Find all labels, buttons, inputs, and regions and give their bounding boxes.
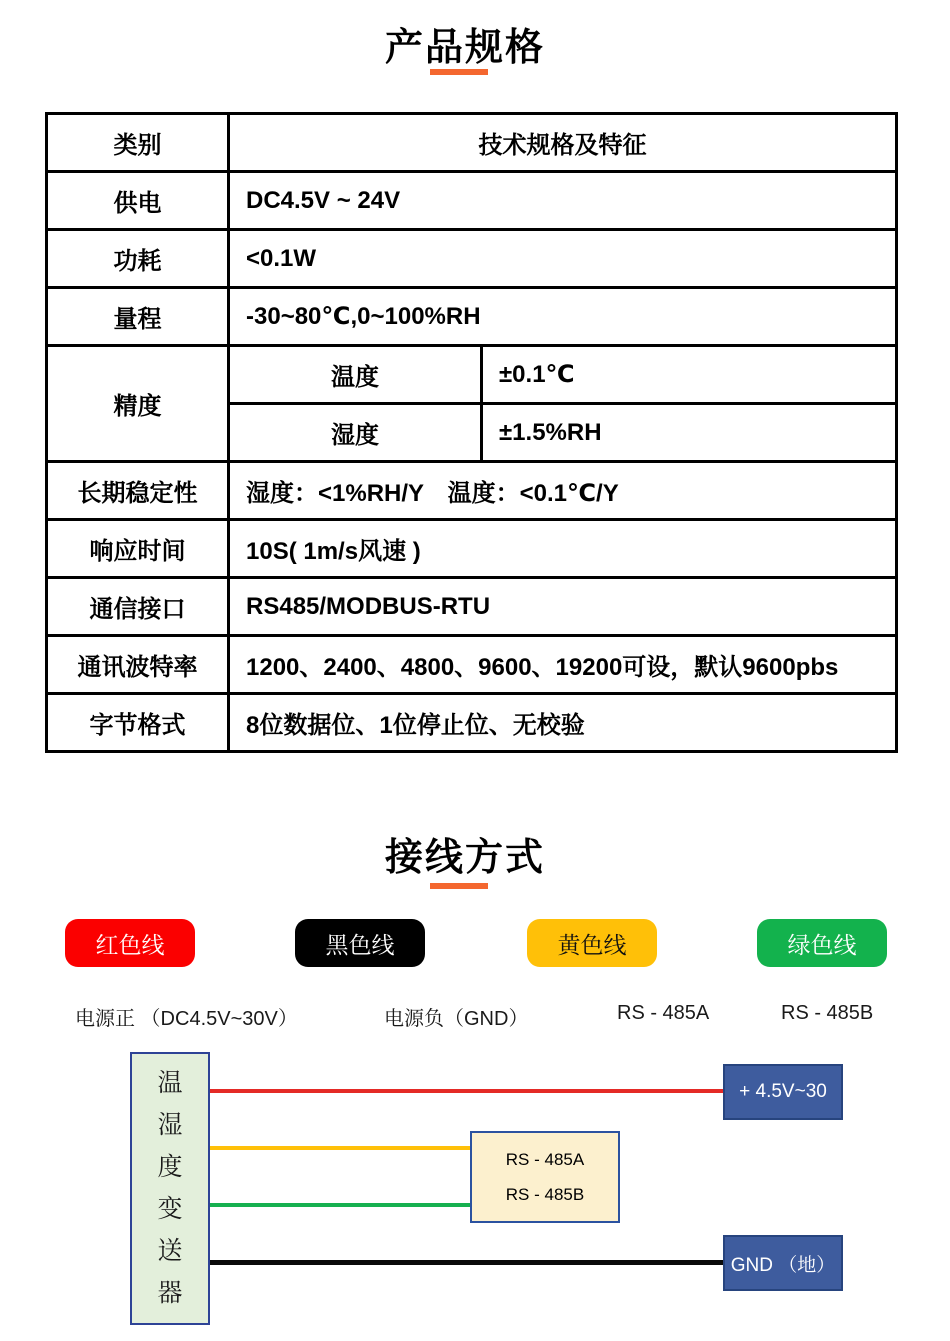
spec-value-temp: ±0.1℃	[482, 346, 897, 404]
table-row-power	[47, 172, 897, 230]
device-char: 湿	[157, 1111, 183, 1139]
wire-desc-power-positive: 电源正 （DC4.5V~30V）	[75, 1008, 298, 1030]
legend-pill-green-wire: 绿色线	[757, 919, 887, 967]
green-rs485b-wire	[210, 1203, 470, 1207]
rs485a-terminal-label: RS - 485A	[505, 1150, 585, 1169]
spec-label-range: 量程	[47, 288, 229, 346]
spec-label-stability: 长期稳定性	[47, 462, 229, 520]
table-row-accuracy-temp	[47, 346, 897, 404]
spec-label-accuracy: 精度	[47, 346, 229, 462]
spec-value-response: 10S( 1m/s风速 )	[229, 520, 897, 578]
transmitter-device-box	[130, 1052, 210, 1325]
table-row-stability	[47, 462, 897, 520]
wiring-section-title: 接线方式	[384, 837, 545, 879]
spec-title-underline	[430, 69, 488, 75]
spec-label-consumption: 功耗	[47, 230, 229, 288]
header-specs: 技术规格及特征	[229, 114, 897, 172]
table-row-consumption	[47, 230, 897, 288]
device-char: 送	[157, 1237, 183, 1265]
table-row-byte-format	[47, 694, 897, 752]
legend-pill-black-wire: 黑色线	[295, 919, 425, 967]
spec-value-stability: 湿度：<1%RH/Y 温度：<0.1℃/Y	[229, 462, 897, 520]
wire-desc-rs485b: RS - 485B	[781, 1002, 874, 1024]
spec-table	[45, 112, 898, 753]
spec-label-interface: 通信接口	[47, 578, 229, 636]
black-ground-wire	[210, 1260, 723, 1265]
yellow-rs485a-wire	[210, 1146, 470, 1150]
device-char: 温	[157, 1069, 183, 1097]
spec-value-byte-format: 8位数据位、1位停止位、无校验	[229, 694, 897, 752]
device-char: 变	[157, 1195, 183, 1223]
spec-section-title: 产品规格	[384, 27, 545, 69]
spec-value-baud: 1200、2400、4800、9600、19200可设，默认9600pbs	[229, 636, 897, 694]
rs485b-terminal-label: RS - 485B	[505, 1185, 585, 1204]
spec-subname-humidity: 湿度	[229, 404, 482, 462]
red-power-wire	[210, 1089, 723, 1093]
spec-label-response: 响应时间	[47, 520, 229, 578]
table-header-row	[47, 114, 897, 172]
spec-value-range: -30~80℃,0~100%RH	[229, 288, 897, 346]
table-row-response	[47, 520, 897, 578]
wiring-title-underline	[430, 883, 488, 889]
table-row-baud	[47, 636, 897, 694]
spec-subname-temp: 温度	[229, 346, 482, 404]
spec-value-power: DC4.5V ~ 24V	[229, 172, 897, 230]
wire-desc-rs485a: RS - 485A	[617, 1002, 710, 1024]
spec-value-humidity: ±1.5%RH	[482, 404, 897, 462]
table-row-interface	[47, 578, 897, 636]
wire-desc-power-negative: 电源负（GND）	[384, 1008, 529, 1030]
spec-value-consumption: <0.1W	[229, 230, 897, 288]
spec-label-byte-format: 字节格式	[47, 694, 229, 752]
spec-label-baud: 通讯波特率	[47, 636, 229, 694]
power-terminal-box: + 4.5V~30	[723, 1064, 843, 1120]
spec-value-interface: RS485/MODBUS-RTU	[229, 578, 897, 636]
legend-pill-red-wire: 红色线	[65, 919, 195, 967]
device-char: 度	[157, 1153, 183, 1181]
table-row-range	[47, 288, 897, 346]
legend-pill-yellow-wire: 黄色线	[527, 919, 657, 967]
rs485-terminal-box	[470, 1131, 620, 1223]
device-char: 器	[157, 1279, 183, 1307]
ground-terminal-box: GND （地）	[723, 1235, 843, 1291]
header-category: 类别	[47, 114, 229, 172]
spec-label-power: 供电	[47, 172, 229, 230]
